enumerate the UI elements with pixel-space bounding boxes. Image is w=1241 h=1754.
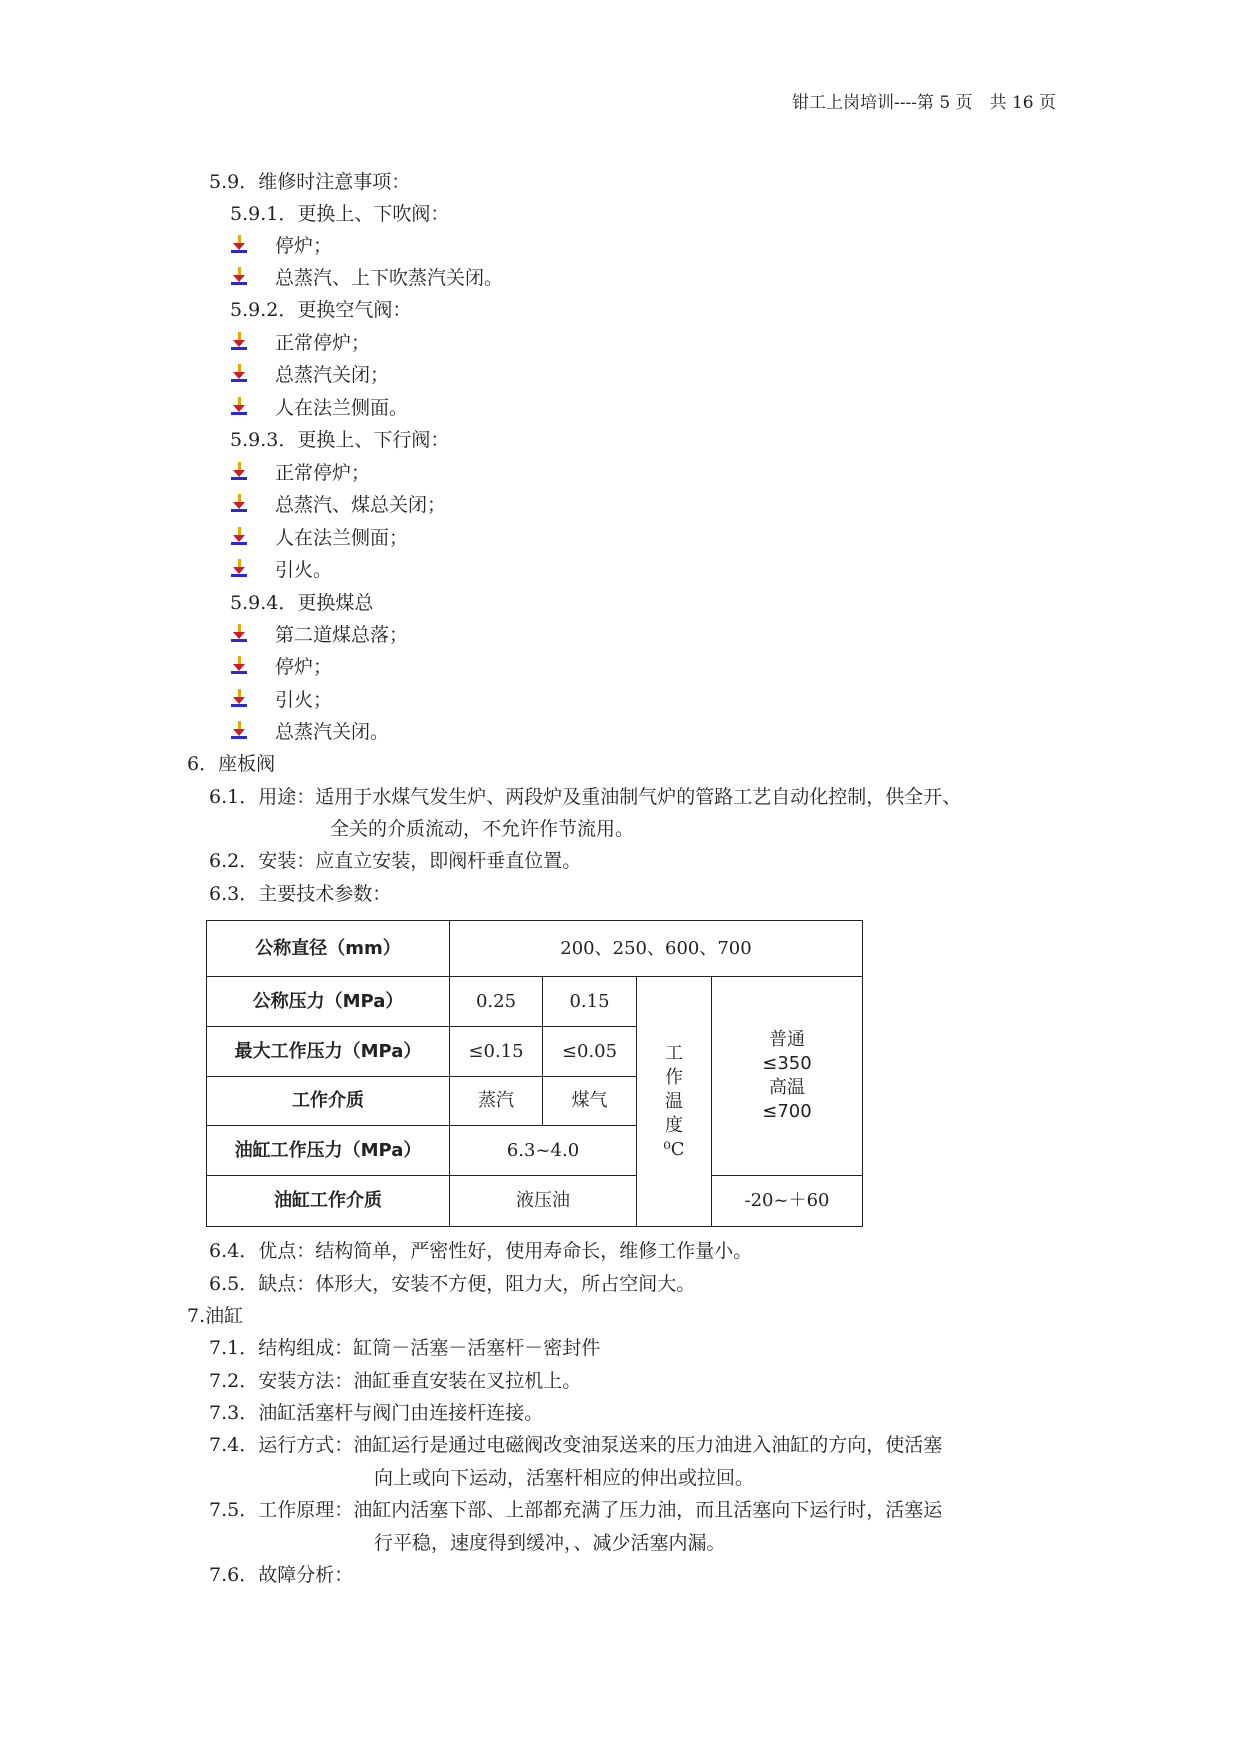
paragraph-6-1: 6.1．用途：适用于水煤气发生炉、两段炉及重油制气炉的管路工艺自动化控制，供全开、 <box>209 786 962 808</box>
subsection-5-9-4: 5.9.4．更换煤总 <box>230 592 374 614</box>
paragraph-6-3: 6.3．主要技术参数： <box>209 883 392 905</box>
paragraph-7-3: 7.3．油缸活塞杆与阀门由连接杆连接。 <box>209 1402 544 1424</box>
table-header-cell: 公称直径（mm） <box>207 921 450 977</box>
table-header-cell: 最大工作压力（MPa） <box>207 1027 450 1077</box>
list-item: 停炉； <box>275 235 333 257</box>
list-item: 停炉； <box>275 656 333 678</box>
table-cell: 200、250、600、700 <box>450 921 863 977</box>
table-header-cell: 公称压力（MPa） <box>207 977 450 1027</box>
arrow-bullet-icon <box>230 721 248 741</box>
temperature-label-cell <box>637 977 712 1227</box>
table-header-cell: 油缸工作压力（MPa） <box>207 1126 450 1176</box>
section-5-9-title: 5.9．维修时注意事项： <box>209 171 411 193</box>
subsection-5-9-3: 5.9.3．更换上、下行阀： <box>230 429 450 451</box>
temperature-range-line: ≤350 <box>762 1053 812 1074</box>
arrow-bullet-icon <box>230 267 248 287</box>
list-item: 总蒸汽、上下吹蒸汽关闭。 <box>275 267 504 289</box>
list-item: 第二道煤总落； <box>275 624 409 646</box>
list-item: 总蒸汽关闭。 <box>275 721 390 743</box>
table-cell: 0.15 <box>543 977 637 1027</box>
paragraph-7-5: 7.5．工作原理：油缸内活塞下部、上部都充满了压力油，而且活塞向下运行时，活塞运 <box>209 1499 943 1521</box>
list-item: 总蒸汽、煤总关闭； <box>275 494 447 516</box>
table-row <box>207 977 863 1027</box>
arrow-bullet-icon <box>230 364 248 384</box>
page-header: 钳工上岗培训----第 5 页 共 16 页 <box>791 93 1056 113</box>
arrow-bullet-icon <box>230 397 248 417</box>
list-item: 引火； <box>275 689 333 711</box>
table-cell: 煤气 <box>543 1077 637 1126</box>
temperature-label-char: 工 <box>665 1042 683 1064</box>
table-cell: ≤0.05 <box>543 1027 637 1077</box>
paragraph-7-2: 7.2．安装方法：油缸垂直安装在叉拉机上。 <box>209 1370 582 1392</box>
arrow-bullet-icon <box>230 527 248 547</box>
arrow-bullet-icon <box>230 235 248 255</box>
section-6-title: 6．座板阀 <box>187 753 276 775</box>
arrow-bullet-icon <box>230 332 248 352</box>
paragraph-7-5-cont: 行平稳，速度得到缓冲，、减少活塞内漏。 <box>374 1532 726 1554</box>
paragraph-7-4-cont: 向上或向下运动，活塞杆相应的伸出或拉回。 <box>374 1467 755 1489</box>
arrow-bullet-icon <box>230 624 248 644</box>
arrow-bullet-icon <box>230 689 248 709</box>
paragraph-6-2: 6.2．安装：应直立安装，即阀杆垂直位置。 <box>209 850 582 872</box>
temperature-label-char: ⁰C <box>663 1138 685 1160</box>
temperature-range-line: 普通 <box>769 1029 805 1050</box>
temperature-label-char: 温 <box>665 1090 683 1112</box>
table-cell: 0.25 <box>450 977 543 1027</box>
arrow-bullet-icon <box>230 559 248 579</box>
arrow-bullet-icon <box>230 462 248 482</box>
temperature-label-char: 度 <box>665 1114 683 1136</box>
paragraph-6-4: 6.4．优点：结构简单，严密性好，使用寿命长，维修工作量小。 <box>209 1240 753 1262</box>
section-7-title: 7.油缸 <box>187 1305 244 1327</box>
table-row <box>207 921 863 977</box>
technical-parameters-table <box>206 920 863 1227</box>
temperature-range-line: ≤700 <box>762 1101 812 1122</box>
table-cell: 液压油 <box>450 1176 637 1227</box>
table-cell: 6.3~4.0 <box>450 1126 637 1176</box>
arrow-bullet-icon <box>230 656 248 676</box>
temperature-range-cell <box>712 977 863 1176</box>
table-cell: -20~＋60 <box>712 1176 863 1227</box>
table-cell: ≤0.15 <box>450 1027 543 1077</box>
table-row <box>207 1176 863 1227</box>
list-item: 正常停炉； <box>275 332 371 354</box>
subsection-5-9-1: 5.9.1．更换上、下吹阀： <box>230 203 450 225</box>
table-cell: 蒸汽 <box>450 1077 543 1126</box>
list-item: 人在法兰侧面。 <box>275 397 409 419</box>
paragraph-7-1: 7.1．结构组成：缸筒－活塞－活塞杆－密封件 <box>209 1337 601 1359</box>
list-item: 引火。 <box>275 559 333 581</box>
list-item: 总蒸汽关闭； <box>275 364 390 386</box>
table-header-cell: 油缸工作介质 <box>207 1176 450 1227</box>
temperature-label-char: 作 <box>665 1066 683 1088</box>
paragraph-6-5: 6.5．缺点：体形大，安装不方便，阻力大，所占空间大。 <box>209 1273 696 1295</box>
list-item: 人在法兰侧面； <box>275 527 409 549</box>
arrow-bullet-icon <box>230 494 248 514</box>
table-header-cell: 工作介质 <box>207 1077 450 1126</box>
paragraph-6-1-cont: 全关的介质流动，不允许作节流用。 <box>330 818 635 840</box>
paragraph-7-4: 7.4．运行方式：油缸运行是通过电磁阀改变油泵送来的压力油进入油缸的方向，使活塞 <box>209 1434 943 1456</box>
temperature-range-line: 高温 <box>769 1077 805 1098</box>
paragraph-7-6: 7.6．故障分析： <box>209 1564 354 1586</box>
subsection-5-9-2: 5.9.2．更换空气阀： <box>230 299 412 321</box>
list-item: 正常停炉； <box>275 462 371 484</box>
